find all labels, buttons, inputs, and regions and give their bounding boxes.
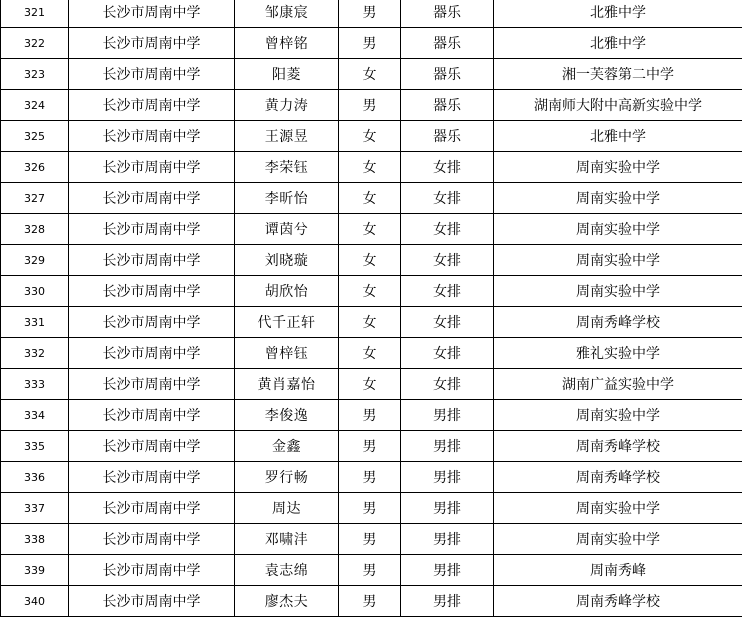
student-name-cell: 阳菱 — [235, 59, 339, 90]
student-name-cell: 曾梓钰 — [235, 338, 339, 369]
destination-school-cell: 湘一芙蓉第二中学 — [494, 59, 742, 90]
gender-cell: 男 — [339, 0, 401, 28]
gender-cell: 女 — [339, 369, 401, 400]
student-name-cell: 李荣钰 — [235, 152, 339, 183]
student-name-cell: 廖杰夫 — [235, 586, 339, 617]
table-row — [1, 183, 742, 214]
specialty-cell: 女排 — [401, 183, 494, 214]
row-number-cell: 321 — [1, 0, 69, 28]
gender-cell: 女 — [339, 276, 401, 307]
gender-cell: 男 — [339, 524, 401, 555]
row-number-cell: 328 — [1, 214, 69, 245]
table-row — [1, 214, 742, 245]
specialty-cell: 男排 — [401, 493, 494, 524]
specialty-cell: 男排 — [401, 524, 494, 555]
row-number-cell: 324 — [1, 90, 69, 121]
destination-school-cell: 周南实验中学 — [494, 245, 742, 276]
row-number-cell: 337 — [1, 493, 69, 524]
table-row — [1, 28, 742, 59]
table-row — [1, 152, 742, 183]
specialty-cell: 女排 — [401, 369, 494, 400]
destination-school-cell: 周南实验中学 — [494, 524, 742, 555]
gender-cell: 男 — [339, 586, 401, 617]
specialty-cell: 女排 — [401, 245, 494, 276]
origin-school-cell: 长沙市周南中学 — [69, 152, 235, 183]
gender-cell: 女 — [339, 152, 401, 183]
table-row — [1, 555, 742, 586]
specialty-cell: 女排 — [401, 214, 494, 245]
origin-school-cell: 长沙市周南中学 — [69, 307, 235, 338]
table-row — [1, 59, 742, 90]
gender-cell: 男 — [339, 462, 401, 493]
destination-school-cell: 周南实验中学 — [494, 152, 742, 183]
destination-school-cell: 周南秀峰学校 — [494, 431, 742, 462]
destination-school-cell: 周南秀峰 — [494, 555, 742, 586]
row-number-cell: 327 — [1, 183, 69, 214]
table-row — [1, 369, 742, 400]
gender-cell: 女 — [339, 307, 401, 338]
gender-cell: 女 — [339, 214, 401, 245]
destination-school-cell: 湖南广益实验中学 — [494, 369, 742, 400]
student-name-cell: 曾梓铭 — [235, 28, 339, 59]
row-number-cell: 333 — [1, 369, 69, 400]
table-row — [1, 245, 742, 276]
origin-school-cell: 长沙市周南中学 — [69, 369, 235, 400]
table-row — [1, 0, 742, 28]
origin-school-cell: 长沙市周南中学 — [69, 400, 235, 431]
table-row — [1, 431, 742, 462]
row-number-cell: 323 — [1, 59, 69, 90]
student-name-cell: 王源昱 — [235, 121, 339, 152]
row-number-cell: 325 — [1, 121, 69, 152]
specialty-cell: 器乐 — [401, 121, 494, 152]
table-row — [1, 586, 742, 617]
row-number-cell: 340 — [1, 586, 69, 617]
specialty-cell: 器乐 — [401, 28, 494, 59]
table-row — [1, 493, 742, 524]
table-row — [1, 90, 742, 121]
specialty-cell: 男排 — [401, 586, 494, 617]
table-row — [1, 338, 742, 369]
specialty-cell: 男排 — [401, 431, 494, 462]
student-name-cell: 袁志绵 — [235, 555, 339, 586]
destination-school-cell: 湖南师大附中高新实验中学 — [494, 90, 742, 121]
origin-school-cell: 长沙市周南中学 — [69, 431, 235, 462]
origin-school-cell: 长沙市周南中学 — [69, 555, 235, 586]
row-number-cell: 322 — [1, 28, 69, 59]
gender-cell: 男 — [339, 28, 401, 59]
origin-school-cell: 长沙市周南中学 — [69, 90, 235, 121]
table-row — [1, 524, 742, 555]
table-row — [1, 462, 742, 493]
origin-school-cell: 长沙市周南中学 — [69, 524, 235, 555]
destination-school-cell: 北雅中学 — [494, 121, 742, 152]
gender-cell: 男 — [339, 90, 401, 121]
origin-school-cell: 长沙市周南中学 — [69, 59, 235, 90]
row-number-cell: 336 — [1, 462, 69, 493]
destination-school-cell: 北雅中学 — [494, 28, 742, 59]
table-row — [1, 121, 742, 152]
student-name-cell: 代千正轩 — [235, 307, 339, 338]
row-number-cell: 332 — [1, 338, 69, 369]
destination-school-cell: 北雅中学 — [494, 0, 742, 28]
student-name-cell: 刘晓璇 — [235, 245, 339, 276]
roster-body — [1, 0, 742, 617]
origin-school-cell: 长沙市周南中学 — [69, 462, 235, 493]
gender-cell: 女 — [339, 59, 401, 90]
student-name-cell: 李俊逸 — [235, 400, 339, 431]
destination-school-cell: 周南实验中学 — [494, 276, 742, 307]
origin-school-cell: 长沙市周南中学 — [69, 338, 235, 369]
gender-cell: 女 — [339, 338, 401, 369]
student-name-cell: 黄力涛 — [235, 90, 339, 121]
gender-cell: 男 — [339, 493, 401, 524]
origin-school-cell: 长沙市周南中学 — [69, 276, 235, 307]
specialty-cell: 器乐 — [401, 90, 494, 121]
student-name-cell: 谭茵兮 — [235, 214, 339, 245]
specialty-cell: 女排 — [401, 338, 494, 369]
destination-school-cell: 周南实验中学 — [494, 493, 742, 524]
student-name-cell: 罗行畅 — [235, 462, 339, 493]
student-name-cell: 邹康宸 — [235, 0, 339, 28]
destination-school-cell: 周南实验中学 — [494, 400, 742, 431]
specialty-cell: 女排 — [401, 276, 494, 307]
specialty-cell: 器乐 — [401, 0, 494, 28]
student-name-cell: 周达 — [235, 493, 339, 524]
origin-school-cell: 长沙市周南中学 — [69, 183, 235, 214]
specialty-cell: 男排 — [401, 400, 494, 431]
destination-school-cell: 周南秀峰学校 — [494, 462, 742, 493]
specialty-cell: 女排 — [401, 307, 494, 338]
destination-school-cell: 周南实验中学 — [494, 214, 742, 245]
gender-cell: 男 — [339, 555, 401, 586]
specialty-cell: 男排 — [401, 462, 494, 493]
origin-school-cell: 长沙市周南中学 — [69, 28, 235, 59]
gender-cell: 女 — [339, 245, 401, 276]
student-name-cell: 胡欣怡 — [235, 276, 339, 307]
row-number-cell: 339 — [1, 555, 69, 586]
row-number-cell: 326 — [1, 152, 69, 183]
row-number-cell: 331 — [1, 307, 69, 338]
specialty-cell: 女排 — [401, 152, 494, 183]
origin-school-cell: 长沙市周南中学 — [69, 245, 235, 276]
destination-school-cell: 雅礼实验中学 — [494, 338, 742, 369]
gender-cell: 男 — [339, 431, 401, 462]
row-number-cell: 330 — [1, 276, 69, 307]
origin-school-cell: 长沙市周南中学 — [69, 0, 235, 28]
student-name-cell: 李昕怡 — [235, 183, 339, 214]
destination-school-cell: 周南实验中学 — [494, 183, 742, 214]
specialty-cell: 器乐 — [401, 59, 494, 90]
row-number-cell: 329 — [1, 245, 69, 276]
origin-school-cell: 长沙市周南中学 — [69, 121, 235, 152]
origin-school-cell: 长沙市周南中学 — [69, 586, 235, 617]
row-number-cell: 335 — [1, 431, 69, 462]
table-row — [1, 276, 742, 307]
row-number-cell: 334 — [1, 400, 69, 431]
gender-cell: 男 — [339, 400, 401, 431]
student-name-cell: 金鑫 — [235, 431, 339, 462]
destination-school-cell: 周南秀峰学校 — [494, 307, 742, 338]
student-name-cell: 黄肖嘉怡 — [235, 369, 339, 400]
specialty-cell: 男排 — [401, 555, 494, 586]
table-row — [1, 400, 742, 431]
table-row — [1, 307, 742, 338]
gender-cell: 女 — [339, 183, 401, 214]
origin-school-cell: 长沙市周南中学 — [69, 493, 235, 524]
student-name-cell: 邓啸沣 — [235, 524, 339, 555]
destination-school-cell: 周南秀峰学校 — [494, 586, 742, 617]
row-number-cell: 338 — [1, 524, 69, 555]
origin-school-cell: 长沙市周南中学 — [69, 214, 235, 245]
gender-cell: 女 — [339, 121, 401, 152]
